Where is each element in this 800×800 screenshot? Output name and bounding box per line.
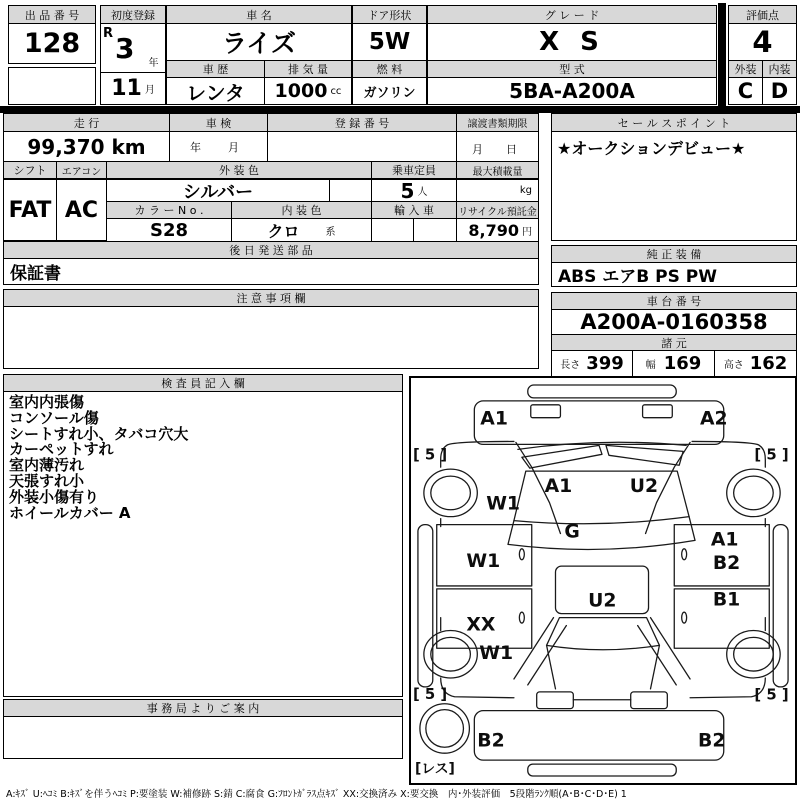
height-label: 高さ (723, 360, 744, 371)
sales-point-value: ★オークションデビュー★ (551, 131, 797, 241)
car-top-view (411, 378, 795, 783)
front-bumper (474, 401, 723, 445)
fuel-header: 燃 料 (352, 60, 427, 78)
aircon-value: AC (56, 179, 107, 241)
displacement-header: 排 気 量 (264, 60, 352, 78)
diagram-label-B2: B2 (477, 730, 505, 752)
shift-value: FAT (3, 179, 57, 241)
displacement-number: 1000 (274, 80, 328, 102)
first-registration-year-cell (100, 23, 166, 73)
diagram-label-W1: W1 (479, 643, 514, 665)
chassis-number-value: A200A-0160358 (551, 309, 797, 335)
displacement-unit: cc (330, 85, 342, 97)
length-label: 長さ (560, 360, 581, 371)
inspector-note-line: カーペットすれ (9, 440, 114, 459)
capacity-header: 乗車定員 (371, 161, 457, 179)
diagram-label-XX: XX (466, 614, 496, 636)
left-front-door-handle (519, 549, 524, 560)
inspector-note-line: シートすれ小、タバコ穴大 (9, 424, 189, 443)
diagram-label-[ 5 ]: [ 5 ] (412, 446, 448, 464)
equipment-header: 純 正 装 備 (551, 245, 797, 263)
mileage-value: 99,370 km (3, 131, 170, 162)
mileage-header: 走 行 (3, 113, 170, 132)
spare-tire-inner (426, 710, 464, 748)
inspector-note-line: 室内薄汚れ (9, 456, 85, 475)
door-shape-header: ドア形状 (352, 5, 427, 24)
rear-right-rim (734, 637, 774, 671)
width-value: 169 (663, 353, 702, 374)
score-header: 評価点 (728, 5, 797, 24)
interior-grade-value: D (762, 77, 797, 105)
car-damage-diagram (409, 376, 797, 785)
inspector-header: 検 査 員 記 入 欄 (3, 374, 403, 392)
right-wiper (606, 445, 683, 465)
import-car-empty-cell-2 (413, 218, 457, 242)
office-value (3, 716, 403, 759)
diagram-label-[レス]: [レス] (414, 760, 455, 777)
grade-value: X S (427, 23, 717, 61)
horizontal-divider-bar (0, 106, 800, 113)
length-value: 399 (586, 353, 624, 374)
exterior-grade-value: C (728, 77, 763, 105)
score-value: 4 (728, 23, 797, 61)
registration-number-header: 登 録 番 号 (267, 113, 457, 132)
vertical-divider-bar (718, 3, 726, 106)
left-rear-door-handle (519, 612, 524, 623)
capacity-unit: 人 (417, 187, 428, 198)
car-name-header: 車 名 (166, 5, 352, 24)
shift-header: シフト (3, 161, 57, 179)
right-side-sill (773, 525, 788, 687)
rear-lower-strip (528, 764, 676, 776)
interior-color-suffix: 系 (325, 226, 336, 238)
month-unit: 月 (144, 85, 155, 96)
right-front-door-handle (682, 549, 687, 560)
inspection-value: 年 月 (169, 131, 268, 162)
equipment-value: ABS エアB PS PW (551, 262, 797, 287)
inspector-note-line: コンソール傷 (9, 408, 99, 427)
diagram-label-B2: B2 (712, 553, 741, 575)
diagram-label-[ 5 ]: [ 5 ] (754, 446, 789, 464)
right-c-pillar (638, 618, 690, 685)
left-tail-light (537, 692, 574, 709)
inspector-note-line: 天張すれ小 (9, 471, 85, 490)
lot-number-value: 128 (8, 23, 96, 64)
transfer-deadline-header: 譲渡書類期限 (456, 113, 539, 132)
inspector-notes (3, 391, 403, 697)
left-c-pillar (514, 618, 566, 685)
max-load-value: kg (456, 179, 539, 202)
legend-footer: A:ｷｽﾞ U:ﾍｺﾐ B:ｷｽﾞを伴うﾍｺﾐ P:要塗装 W:補修跡 S:錆 C:腐食 G:ﾌﾛﾝﾄｶﾞﾗｽ点ｷｽﾞ XX:交換済み X:要交換 内･外装評価 5段階ﾗﾝｸ順(A･B･C･D･E) 1 (6, 789, 627, 800)
diagram-label-U2: U2 (629, 475, 659, 497)
color-no-value: S28 (106, 218, 232, 242)
sales-point-header: セ ー ル ス ポ イ ン ト (551, 113, 797, 132)
exterior-color-empty-cell (329, 179, 372, 202)
import-car-empty-cell-1 (371, 218, 414, 242)
right-rear-door-handle (682, 612, 687, 623)
car-history-value: レンタ (166, 77, 265, 105)
diagram-label-[ 5 ]: [ 5 ] (754, 686, 789, 704)
recycle-unit: 円 (522, 226, 532, 238)
spec-height-cell (714, 350, 797, 377)
inspector-note-line: 外装小傷有り (9, 487, 100, 506)
fuel-value: ガソリン (352, 77, 427, 105)
rear-bumper (474, 711, 726, 760)
model-code-value: 5BA-A200A (427, 77, 717, 105)
inspector-note-line: 室内内張傷 (9, 393, 85, 411)
diagram-label-W1: W1 (486, 493, 521, 515)
first-registration-header: 初度登録 (100, 5, 166, 24)
front-glass-base (508, 517, 695, 550)
car-history-header: 車 歴 (166, 60, 265, 78)
diagram-label-A1: A1 (544, 475, 573, 497)
reg-month: 11 (111, 76, 142, 101)
car-name-value: ライズ (166, 23, 352, 61)
recycle-deposit-value (456, 218, 539, 242)
specs-header: 諸 元 (551, 334, 797, 351)
diagram-labels (413, 409, 789, 777)
right-tail-light (631, 692, 668, 709)
recycle-deposit-header: リサイクル預託金 (456, 201, 539, 219)
spare-tire-outer (420, 704, 469, 753)
later-parts-value: 保証書 (3, 258, 539, 285)
diagram-label-B2: B2 (698, 730, 726, 752)
displacement-value (264, 77, 352, 105)
trunk-lid-edges (547, 645, 660, 689)
front-right-rim (734, 476, 774, 510)
capacity-number: 5 (400, 179, 415, 202)
diagram-label-W1: W1 (466, 551, 501, 573)
recycle-number: 8,790 (468, 220, 519, 240)
exterior-color-value: シルバー (106, 179, 330, 202)
exterior-grade-header: 外装 (728, 60, 763, 78)
later-parts-header: 後 日 発 送 部 品 (3, 241, 539, 259)
registration-number-value (267, 131, 457, 162)
diagram-label-G: G (564, 521, 580, 543)
interior-color-name: クロ (267, 221, 300, 241)
era-year: 3 (115, 31, 135, 65)
import-car-header: 輸 入 車 (371, 201, 457, 219)
diagram-label-A1: A1 (480, 408, 508, 430)
color-no-header: カ ラ ー N o . (106, 201, 232, 219)
office-header: 事 務 局 よ り ご 案 内 (3, 699, 403, 717)
interior-color-header: 内 装 色 (231, 201, 372, 219)
inspector-note-line: ホイールカバー A (9, 503, 131, 522)
transfer-deadline-value: 月 日 (456, 131, 539, 162)
caution-value (3, 306, 539, 369)
diagram-label-U2: U2 (588, 590, 617, 612)
interior-grade-header: 内装 (762, 60, 797, 78)
right-headlight (643, 405, 673, 418)
windshield (514, 471, 689, 524)
lot-number-empty-cell (8, 67, 96, 105)
door-shape-value: 5W (352, 23, 427, 61)
chassis-number-header: 車 台 番 号 (551, 292, 797, 310)
spec-length-cell (551, 350, 633, 377)
aircon-header: エアコン (56, 161, 107, 179)
left-wiper (522, 445, 602, 468)
diagram-label-[ 5 ]: [ 5 ] (412, 685, 448, 703)
caution-header: 注 意 事 項 欄 (3, 289, 539, 307)
exterior-color-header: 外 装 色 (106, 161, 372, 179)
model-code-header: 型 式 (427, 60, 717, 78)
spec-width-cell (632, 350, 715, 377)
left-headlight (531, 405, 561, 418)
height-value: 162 (749, 353, 788, 374)
era-letter: R (103, 26, 114, 41)
max-load-header: 最大積載量 (456, 161, 539, 179)
grade-header: グ レ ー ド (427, 5, 717, 24)
cowl-line (518, 442, 686, 449)
diagram-label-A2: A2 (699, 408, 728, 430)
front-grille-strip (528, 385, 676, 398)
front-left-rim (431, 476, 471, 510)
interior-color-value (231, 218, 372, 242)
width-label: 幅 (645, 360, 656, 371)
diagram-label-A1: A1 (710, 529, 739, 551)
inspection-header: 車 検 (169, 113, 268, 132)
left-front-fender (441, 441, 514, 467)
year-unit: 年 (148, 58, 159, 69)
capacity-value (371, 179, 457, 202)
right-rear-quarter (690, 618, 765, 698)
lot-number-header: 出 品 番 号 (8, 5, 96, 24)
first-registration-month-cell (100, 72, 166, 105)
diagram-label-B1: B1 (712, 589, 741, 611)
